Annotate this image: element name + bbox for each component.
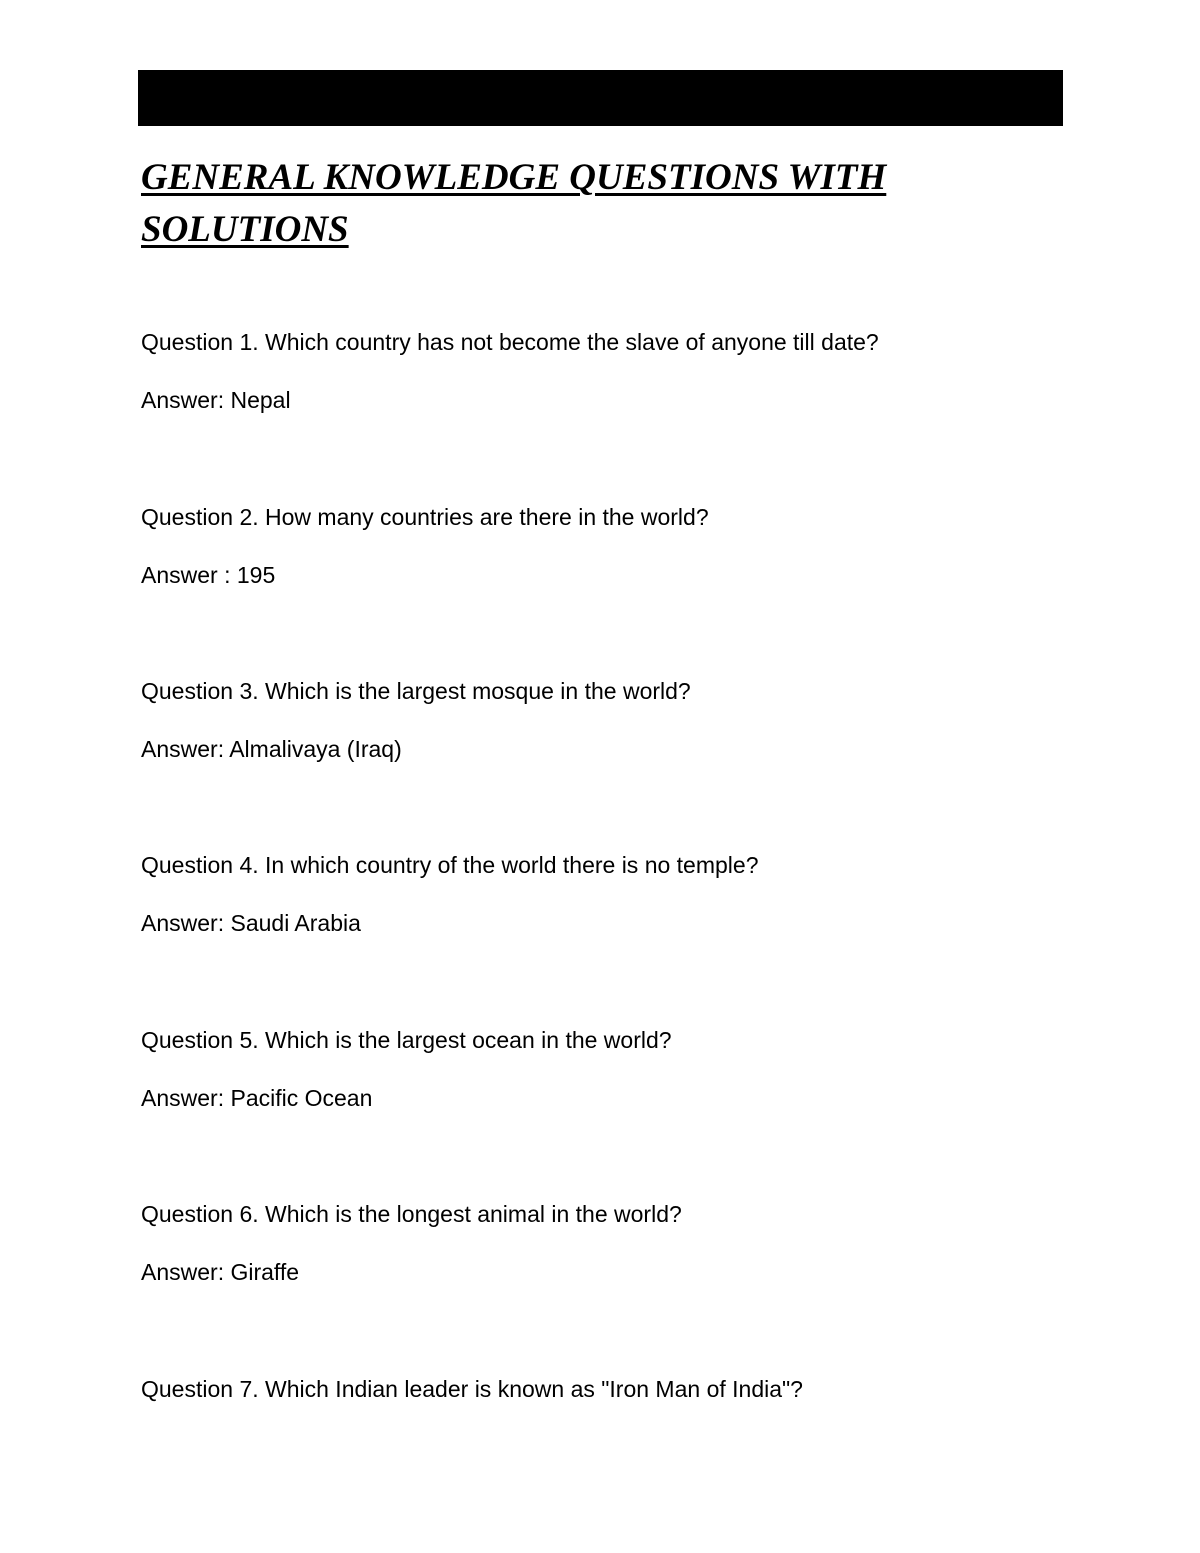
answer-6: Answer: Giraffe [141,1259,300,1285]
answer-2: Answer : 195 [141,562,276,588]
header-bar [138,70,1063,126]
question-4: Question 4. In which country of the world there is no temple? [141,852,759,878]
answer-1: Answer: Nepal [141,387,291,413]
question-7: Question 7. Which Indian leader is known as "Iron Man of India"? [141,1376,803,1402]
answer-5: Answer: Pacific Ocean [141,1085,373,1111]
question-1: Question 1. Which country has not become the slave of anyone till date? [141,329,879,355]
answer-3: Answer: Almalivaya (Iraq) [141,736,402,762]
question-5: Question 5. Which is the largest ocean in the world? [141,1027,672,1053]
question-2: Question 2. How many countries are there in the world? [141,504,709,530]
question-3: Question 3. Which is the largest mosque in the world? [141,678,691,704]
answer-4: Answer: Saudi Arabia [141,910,361,936]
page-title: GENERAL KNOWLEDGE QUESTIONS WITH SOLUTIONS [141,157,887,250]
question-6: Question 6. Which is the longest animal in the world? [141,1201,682,1227]
